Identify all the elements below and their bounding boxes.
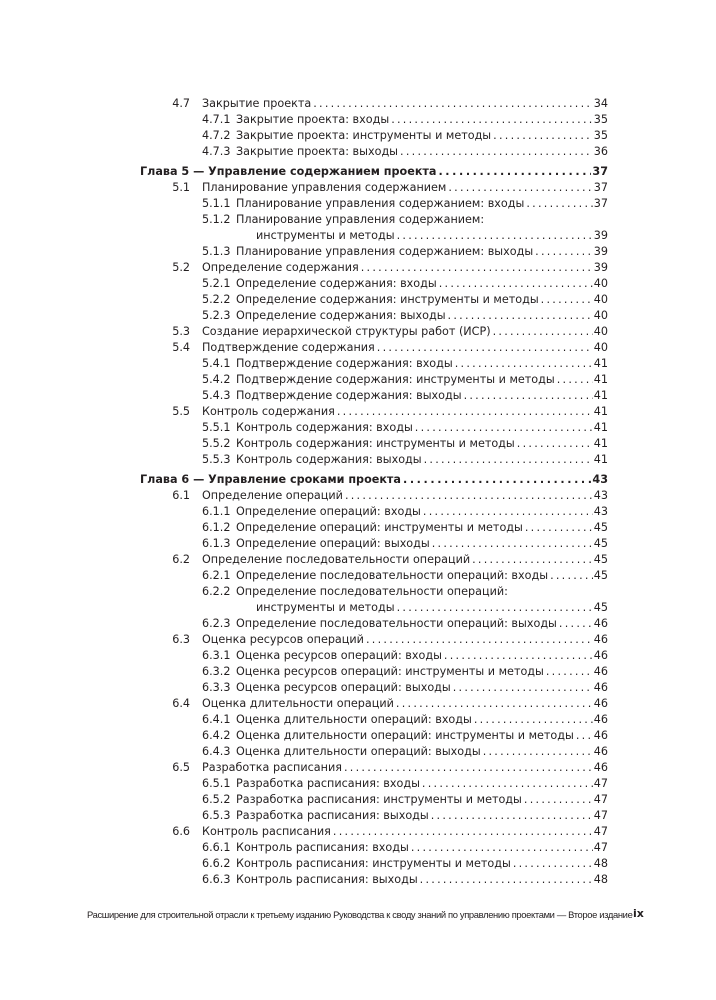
dot-leader	[483, 744, 593, 760]
page-number: 46	[593, 681, 608, 694]
section-number: 6.3.2	[202, 665, 231, 678]
section-number: 6.3	[172, 633, 190, 646]
section-title: Определение последовательности операций: входы	[236, 569, 549, 582]
section-title: Оценка длительности операций: входы	[236, 713, 472, 726]
dot-leader	[415, 420, 593, 436]
section-title: Оценка ресурсов операций: инструменты и методы	[236, 665, 544, 678]
page-number: 43	[593, 505, 608, 518]
section-number: 6.5	[172, 761, 190, 774]
page-number: 40	[593, 341, 608, 354]
section-number: 4.7.3	[202, 145, 231, 158]
section-title: Определение операций	[202, 489, 343, 502]
toc-entry-6-2[interactable]	[140, 552, 608, 568]
section-number: 5.4.3	[202, 389, 231, 402]
dot-leader	[397, 600, 593, 616]
section-title: Подтверждение содержания: инструменты и методы	[236, 373, 555, 386]
toc-entry-5-2-1[interactable]	[140, 276, 608, 292]
section-title: Оценка ресурсов операций: входы	[236, 649, 442, 662]
dot-leader	[453, 680, 593, 696]
page-number: 37	[592, 165, 608, 178]
section-title: Определение операций: выходы	[236, 537, 430, 550]
toc-entry-6-2-3[interactable]	[140, 616, 608, 632]
section-title: Контроль расписания: инструменты и методы	[236, 857, 511, 870]
page-number: 35	[593, 129, 608, 142]
toc-entry-5-2-2[interactable]	[140, 292, 608, 308]
section-title: Контроль содержания: инструменты и методы	[236, 437, 515, 450]
dot-leader	[535, 244, 593, 260]
toc-entry-5-1[interactable]	[140, 180, 608, 196]
section-number: 5.1	[172, 181, 190, 194]
dot-leader	[344, 760, 593, 776]
toc-chapter-6[interactable]	[140, 472, 608, 488]
section-title-line2: инструменты и методы	[256, 229, 395, 242]
section-number: 5.2.1	[202, 277, 231, 290]
section-number: 5.2	[172, 261, 190, 274]
dot-leader	[397, 228, 593, 244]
dot-leader	[493, 324, 593, 340]
section-number: 5.1.3	[202, 245, 231, 258]
page-number: 35	[593, 113, 608, 126]
dot-leader	[423, 504, 593, 520]
page-number: 46	[593, 761, 608, 774]
section-number: 6.3.1	[202, 649, 231, 662]
section-title: Планирование управления содержанием	[202, 181, 447, 194]
section-number: 6.5.1	[202, 777, 231, 790]
section-title: Разработка расписания	[202, 761, 342, 774]
section-title: Определение последовательности операций: выходы	[236, 617, 557, 630]
dot-leader	[366, 632, 593, 648]
section-title: Оценка длительности операций: инструменты и методы	[236, 729, 574, 742]
toc-entry-5-5-1[interactable]	[140, 420, 608, 436]
section-number: 6.6.3	[202, 873, 231, 886]
toc-entry-6-6-2[interactable]	[140, 856, 608, 872]
section-title: Определение операций: входы	[236, 505, 421, 518]
page-number: 46	[593, 617, 608, 630]
toc-entry-6-5-3[interactable]	[140, 808, 608, 824]
page-number: 36	[593, 145, 608, 158]
toc-entry-6-2-2[interactable]	[140, 584, 608, 600]
section-number: 6.1	[172, 489, 190, 502]
section-title: Контроль расписания: выходы	[236, 873, 418, 886]
page-number: 46	[593, 729, 608, 742]
section-title: Определение операций: инструменты и методы	[236, 521, 523, 534]
section-number: 6.5.3	[202, 809, 231, 822]
toc-entry-6-4-3[interactable]	[140, 744, 608, 760]
section-number: 6.4	[172, 697, 190, 710]
dot-leader	[513, 856, 593, 872]
section-title: Подтверждение содержания: выходы	[236, 389, 462, 402]
page-number: 47	[593, 793, 608, 806]
page-number: 39	[593, 229, 608, 242]
dot-leader	[464, 388, 593, 404]
section-title: Закрытие проекта	[202, 97, 312, 110]
section-number: 6.1.1	[202, 505, 231, 518]
section-title: Планирование управления содержанием: входы	[236, 197, 525, 210]
page-number: 47	[593, 777, 608, 790]
section-title: Оценка длительности операций	[202, 697, 394, 710]
section-number: 5.5.1	[202, 421, 231, 434]
dot-leader	[396, 696, 593, 712]
toc-entry-6-4-1[interactable]	[140, 712, 608, 728]
section-number: 5.4.2	[202, 373, 231, 386]
page-number: 41	[593, 373, 608, 386]
section-number: 6.2.1	[202, 569, 231, 582]
chapter-title: Глава 5 — Управление содержанием проекта	[140, 165, 437, 178]
toc-entry-6-4-2[interactable]	[140, 728, 608, 744]
toc-entry-6-3[interactable]	[140, 632, 608, 648]
dot-leader	[403, 472, 591, 488]
section-number: 5.2.3	[202, 309, 231, 322]
dot-leader	[377, 340, 593, 356]
page-number: 37	[593, 197, 608, 210]
page-number: 46	[593, 745, 608, 758]
section-number: 4.7	[172, 97, 190, 110]
toc-entry-5-1-2[interactable]	[140, 212, 608, 228]
dot-leader	[524, 792, 593, 808]
dot-leader	[361, 260, 593, 276]
dot-leader	[455, 356, 593, 372]
page-number: 47	[593, 825, 608, 838]
section-title: Контроль расписания	[202, 825, 331, 838]
section-title: Подтверждение содержания	[202, 341, 375, 354]
section-title: Контроль расписания: входы	[236, 841, 409, 854]
dot-leader	[411, 840, 593, 856]
dot-leader	[472, 552, 593, 568]
page-number: 39	[593, 261, 608, 274]
section-number: 5.5	[172, 405, 190, 418]
section-title: Определение содержания: выходы	[236, 309, 446, 322]
toc-entry-4-7-1[interactable]	[140, 112, 608, 128]
section-title: Оценка ресурсов операций	[202, 633, 364, 646]
dot-leader	[576, 728, 593, 744]
toc-entry-5-4[interactable]	[140, 340, 608, 356]
section-title: Оценка длительности операций: выходы	[236, 745, 481, 758]
page-number: 47	[593, 809, 608, 822]
section-title: Контроль содержания: входы	[236, 421, 413, 434]
toc-entry-6-6-3[interactable]	[140, 872, 608, 888]
table-of-contents	[140, 96, 608, 888]
section-title: Определение содержания: инструменты и методы	[236, 293, 539, 306]
toc-entry-5-5-3[interactable]	[140, 452, 608, 468]
toc-entry-5-1-3[interactable]	[140, 244, 608, 260]
section-number: 5.4.1	[202, 357, 231, 370]
toc-entry-5-4-1[interactable]	[140, 356, 608, 372]
section-number: 5.5.3	[202, 453, 231, 466]
section-number: 6.6.2	[202, 857, 231, 870]
section-number: 5.2.2	[202, 293, 231, 306]
toc-entry-6-3-3[interactable]	[140, 680, 608, 696]
toc-entry-4-7[interactable]	[140, 96, 608, 112]
section-title: Закрытие проекта: входы	[236, 113, 390, 126]
dot-leader	[313, 96, 593, 112]
page-number: 46	[593, 649, 608, 662]
page-number: 41	[593, 437, 608, 450]
section-number: 5.1.2	[202, 213, 231, 226]
section-title: Подтверждение содержания: входы	[236, 357, 453, 370]
toc-entry-6-1[interactable]	[140, 488, 608, 504]
dot-leader	[525, 520, 593, 536]
toc-entry-6-4[interactable]	[140, 696, 608, 712]
page-number: 45	[593, 553, 608, 566]
page-number: 45	[593, 537, 608, 550]
dot-leader	[448, 180, 592, 196]
toc-entry-5-1-2-continuation[interactable]	[140, 228, 608, 244]
page-number: 39	[593, 245, 608, 258]
toc-entry-4-7-2[interactable]	[140, 128, 608, 144]
dot-leader	[517, 436, 593, 452]
section-title-line1: Планирование управления содержанием:	[236, 213, 485, 226]
page-number: 34	[593, 97, 608, 110]
section-number: 5.4	[172, 341, 190, 354]
page-number: 41	[593, 357, 608, 370]
dot-leader	[541, 292, 593, 308]
dot-leader	[432, 536, 593, 552]
section-title: Оценка ресурсов операций: выходы	[236, 681, 451, 694]
dot-leader	[439, 276, 593, 292]
dot-leader	[333, 824, 593, 840]
toc-entry-5-1-1[interactable]	[140, 196, 608, 212]
dot-leader	[345, 488, 593, 504]
section-number: 6.4.1	[202, 713, 231, 726]
section-title: Определение последовательности операций	[202, 553, 471, 566]
page-number: 41	[593, 389, 608, 402]
chapter-title: Глава 6 — Управление сроками проекта	[140, 473, 401, 486]
section-number: 6.6	[172, 825, 190, 838]
toc-entry-6-3-2[interactable]	[140, 664, 608, 680]
dot-leader	[493, 128, 593, 144]
section-number: 5.5.2	[202, 437, 231, 450]
running-footer-title: Расширение для строительной отрасли к третьему изданию Руководства к своду знаний по управлению проектами — Второе издание	[87, 909, 633, 920]
section-number: 6.4.3	[202, 745, 231, 758]
dot-leader	[422, 776, 593, 792]
dot-leader	[550, 568, 593, 584]
toc-entry-5-5[interactable]	[140, 404, 608, 420]
section-title: Закрытие проекта: инструменты и методы	[236, 129, 492, 142]
section-title: Закрытие проекта: выходы	[236, 145, 399, 158]
page-number: 48	[593, 857, 608, 870]
section-number: 4.7.1	[202, 113, 231, 126]
dot-leader	[444, 648, 593, 664]
section-title: Определение содержания: входы	[236, 277, 437, 290]
section-number: 6.6.1	[202, 841, 231, 854]
toc-entry-6-1-3[interactable]	[140, 536, 608, 552]
dot-leader	[474, 712, 593, 728]
page-number: 45	[593, 569, 608, 582]
dot-leader	[559, 616, 593, 632]
section-number: 4.7.2	[202, 129, 231, 142]
section-number: 5.3	[172, 325, 190, 338]
dot-leader	[400, 144, 593, 160]
toc-entry-5-2[interactable]	[140, 260, 608, 276]
section-title-line1: Определение последовательности операций:	[236, 585, 508, 598]
page-number: 46	[593, 665, 608, 678]
toc-entry-6-5[interactable]	[140, 760, 608, 776]
dot-leader	[420, 872, 593, 888]
page-number: 43	[593, 489, 608, 502]
toc-entry-5-2-3[interactable]	[140, 308, 608, 324]
section-number: 6.1.2	[202, 521, 231, 534]
page-number: 41	[593, 453, 608, 466]
toc-chapter-5[interactable]	[140, 164, 608, 180]
folio-page-number: ix	[633, 907, 644, 920]
page-number: 40	[593, 277, 608, 290]
toc-entry-6-6-1[interactable]	[140, 840, 608, 856]
dot-leader	[431, 808, 593, 824]
toc-entry-6-5-1[interactable]	[140, 776, 608, 792]
page-number: 40	[593, 309, 608, 322]
toc-entry-6-5-2[interactable]	[140, 792, 608, 808]
page-number: 46	[593, 713, 608, 726]
toc-entry-6-2-2-continuation[interactable]	[140, 600, 608, 616]
section-title: Разработка расписания: входы	[236, 777, 420, 790]
toc-entry-6-3-1[interactable]	[140, 648, 608, 664]
page-number: 41	[593, 405, 608, 418]
dot-leader	[526, 196, 592, 212]
dot-leader	[337, 404, 593, 420]
dot-leader	[391, 112, 593, 128]
section-number: 6.2.3	[202, 617, 231, 630]
page-number: 46	[593, 697, 608, 710]
section-title: Планирование управления содержанием: выходы	[236, 245, 534, 258]
section-number: 6.3.3	[202, 681, 231, 694]
toc-entry-6-1-1[interactable]	[140, 504, 608, 520]
section-title: Определение содержания	[202, 261, 359, 274]
section-title: Разработка расписания: выходы	[236, 809, 429, 822]
page-number: 40	[593, 293, 608, 306]
page-number: 40	[593, 325, 608, 338]
section-number: 5.1.1	[202, 197, 231, 210]
section-number: 6.4.2	[202, 729, 231, 742]
page-number: 46	[593, 633, 608, 646]
section-number: 6.2	[172, 553, 190, 566]
toc-entry-5-4-3[interactable]	[140, 388, 608, 404]
section-number: 6.2.2	[202, 585, 231, 598]
section-title: Создание иерархической структуры работ (ИСР)	[202, 325, 491, 338]
section-title: Разработка расписания: инструменты и методы	[236, 793, 522, 806]
toc-entry-6-2-1[interactable]	[140, 568, 608, 584]
dot-leader	[557, 372, 593, 388]
toc-entry-5-3[interactable]	[140, 324, 608, 340]
toc-entry-5-5-2[interactable]	[140, 436, 608, 452]
toc-entry-5-4-2[interactable]	[140, 372, 608, 388]
section-title-line2: инструменты и методы	[256, 601, 395, 614]
page-number: 45	[593, 601, 608, 614]
dot-leader	[438, 164, 591, 180]
section-title: Контроль содержания	[202, 405, 335, 418]
page-number: 37	[593, 181, 608, 194]
dot-leader	[546, 664, 593, 680]
page-number: 45	[593, 521, 608, 534]
page-number: 48	[593, 873, 608, 886]
page-number: 43	[592, 473, 608, 486]
dot-leader	[448, 308, 593, 324]
dot-leader	[424, 452, 593, 468]
page-number: 47	[593, 841, 608, 854]
toc-entry-4-7-3[interactable]	[140, 144, 608, 160]
page-number: 41	[593, 421, 608, 434]
section-title: Контроль содержания: выходы	[236, 453, 422, 466]
section-number: 6.5.2	[202, 793, 231, 806]
toc-entry-6-1-2[interactable]	[140, 520, 608, 536]
section-number: 6.1.3	[202, 537, 231, 550]
toc-entry-6-6[interactable]	[140, 824, 608, 840]
